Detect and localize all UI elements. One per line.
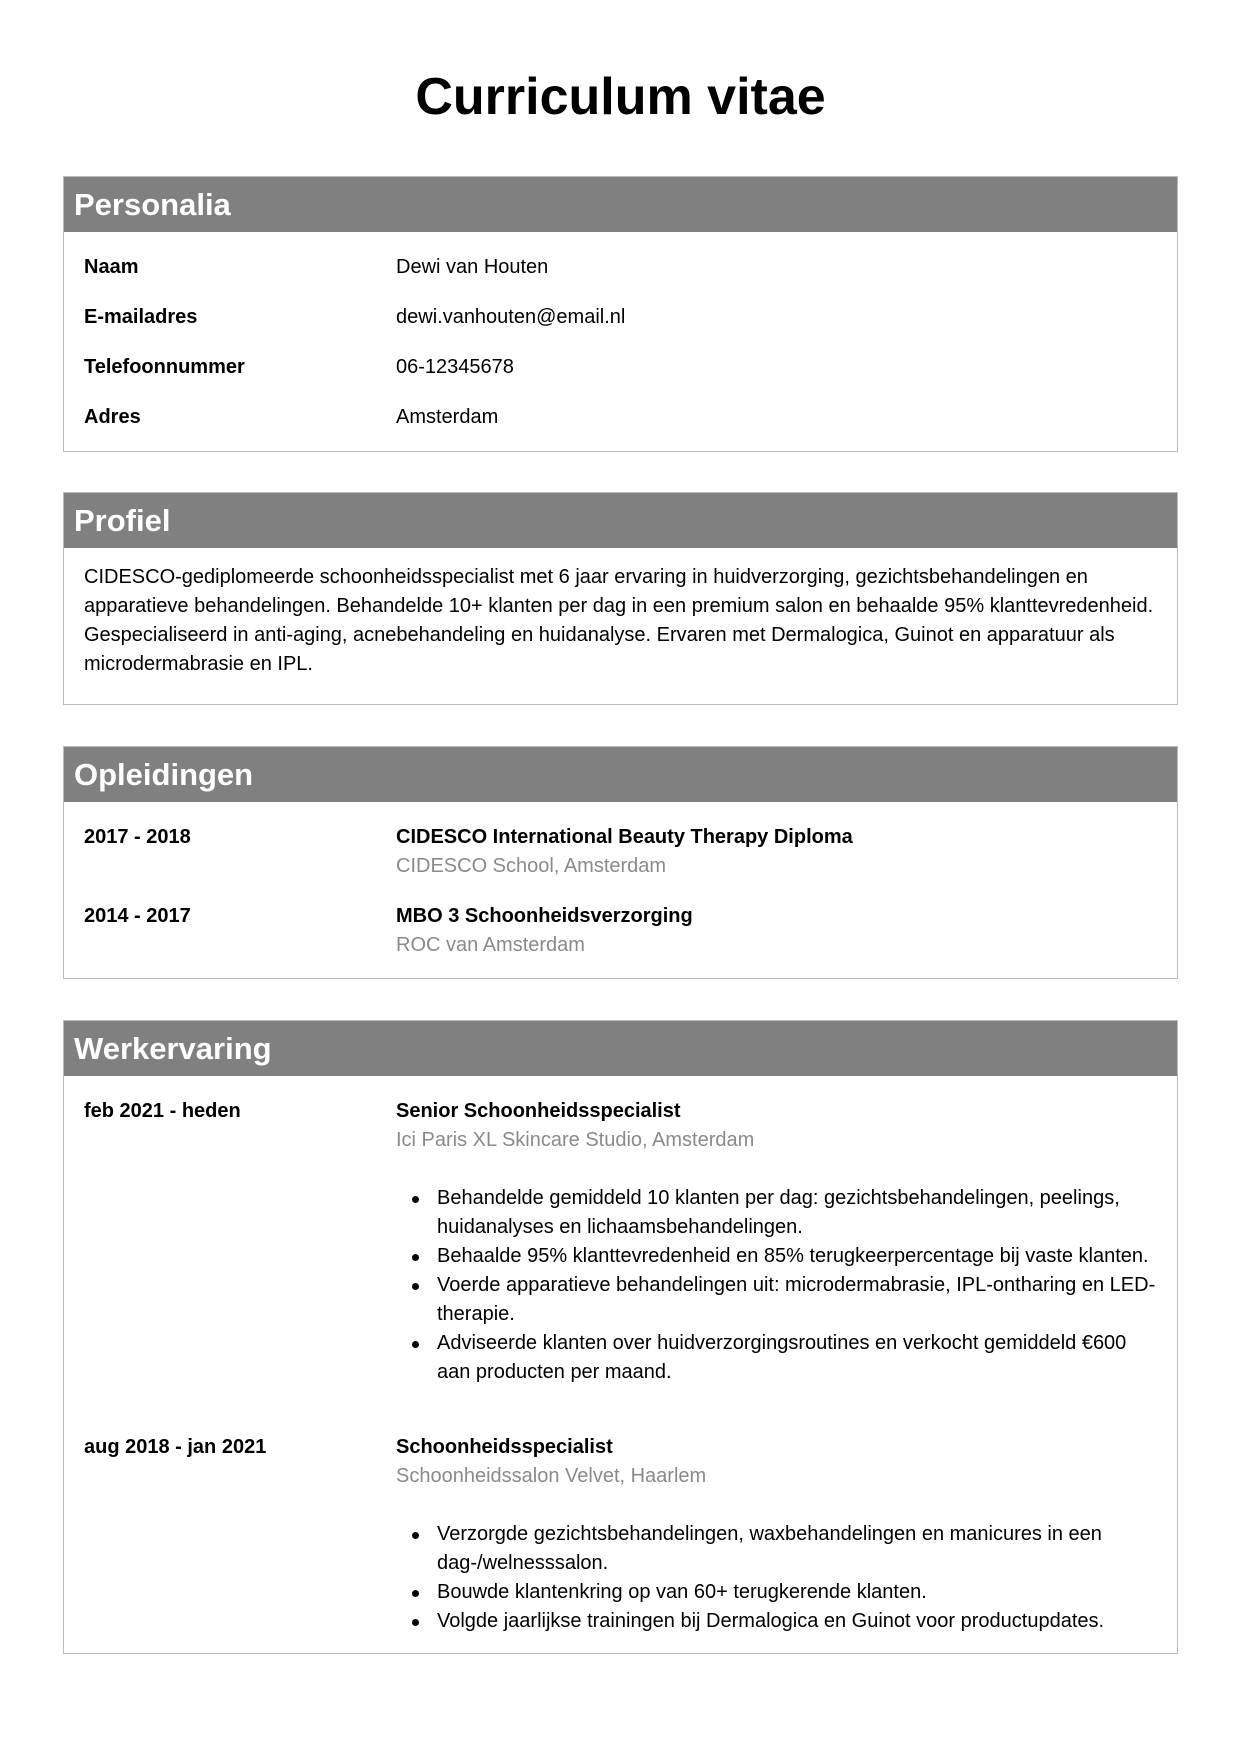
personalia-row-email xyxy=(64,303,1177,353)
work-place: Ici Paris XL Skincare Studio, Amsterdam xyxy=(396,1129,755,1151)
personalia-value: Amsterdam xyxy=(396,406,499,428)
profiel-heading: Profiel xyxy=(64,493,1177,548)
education-item xyxy=(64,823,1177,902)
personalia-heading: Personalia xyxy=(64,177,1177,232)
personalia-label: Adres xyxy=(84,406,141,428)
profiel-section xyxy=(63,492,1178,705)
work-item xyxy=(64,1097,1177,1433)
werkervaring-heading: Werkervaring xyxy=(64,1021,1177,1076)
personalia-row-name xyxy=(64,253,1177,303)
personalia-row-phone xyxy=(64,353,1177,403)
list-item: Behandelde gemiddeld 10 klanten per dag: gezichtsbehandelingen, peelings, huidanalyses en lichaamsbehandelingen. xyxy=(437,1184,1159,1242)
work-title: Senior Schoonheidsspecialist xyxy=(396,1100,681,1122)
personalia-value: dewi.vanhouten@email.nl xyxy=(396,306,626,328)
personalia-section xyxy=(63,176,1178,452)
education-place: ROC van Amsterdam xyxy=(396,934,585,956)
list-item: Bouwde klantenkring op van 60+ terugkerende klanten. xyxy=(437,1578,1159,1607)
personalia-label: Telefoonnummer xyxy=(84,356,245,378)
personalia-value: 06-12345678 xyxy=(396,356,514,378)
list-item: Voerde apparatieve behandelingen uit: microdermabrasie, IPL-ontharing en LED-therapie. xyxy=(437,1271,1159,1329)
work-bullets xyxy=(396,1520,1159,1636)
list-item: Behaalde 95% klanttevredenheid en 85% terugkeerpercentage bij vaste klanten. xyxy=(437,1242,1159,1271)
opleidingen-heading: Opleidingen xyxy=(64,747,1177,802)
education-period: 2017 - 2018 xyxy=(84,826,191,848)
personalia-value: Dewi van Houten xyxy=(396,256,549,278)
page-title: Curriculum vitae xyxy=(415,68,826,126)
education-title: CIDESCO International Beauty Therapy Diploma xyxy=(396,826,853,848)
education-period: 2014 - 2017 xyxy=(84,905,191,927)
education-title: MBO 3 Schoonheidsverzorging xyxy=(396,905,693,927)
personalia-label: Naam xyxy=(84,256,139,278)
education-item xyxy=(64,902,1177,960)
work-bullets xyxy=(396,1184,1159,1387)
work-period: feb 2021 - heden xyxy=(84,1100,241,1122)
opleidingen-section xyxy=(63,746,1178,979)
work-place: Schoonheidssalon Velvet, Haarlem xyxy=(396,1465,707,1487)
werkervaring-section xyxy=(63,1020,1178,1654)
work-item xyxy=(64,1433,1177,1636)
work-period: aug 2018 - jan 2021 xyxy=(84,1436,267,1458)
list-item: Adviseerde klanten over huidverzorgingsroutines en verkocht gemiddeld €600 aan producten per maand. xyxy=(437,1329,1159,1387)
list-item: Volgde jaarlijkse trainingen bij Dermalogica en Guinot voor productupdates. xyxy=(437,1607,1159,1636)
personalia-row-address xyxy=(64,403,1177,453)
personalia-label: E-mailadres xyxy=(84,306,198,328)
education-place: CIDESCO School, Amsterdam xyxy=(396,855,667,877)
list-item: Verzorgde gezichtsbehandelingen, waxbehandelingen en manicures in een dag-/welnesssalon. xyxy=(437,1520,1159,1578)
work-title: Schoonheidsspecialist xyxy=(396,1436,613,1458)
profile-summary: CIDESCO-gediplomeerde schoonheidsspecialist met 6 jaar ervaring in huidverzorging, gezichtsbehandelingen en apparatieve behandelingen. Behandelde 10+ klanten per dag in een premium salon en behaalde 95% klanttevredenheid. Gespecialiseerd in anti-aging, acnebehandeling en huidanalyse. Ervaren met Dermalogica, Guinot en apparatuur als microdermabrasie en IPL. xyxy=(84,566,1154,675)
